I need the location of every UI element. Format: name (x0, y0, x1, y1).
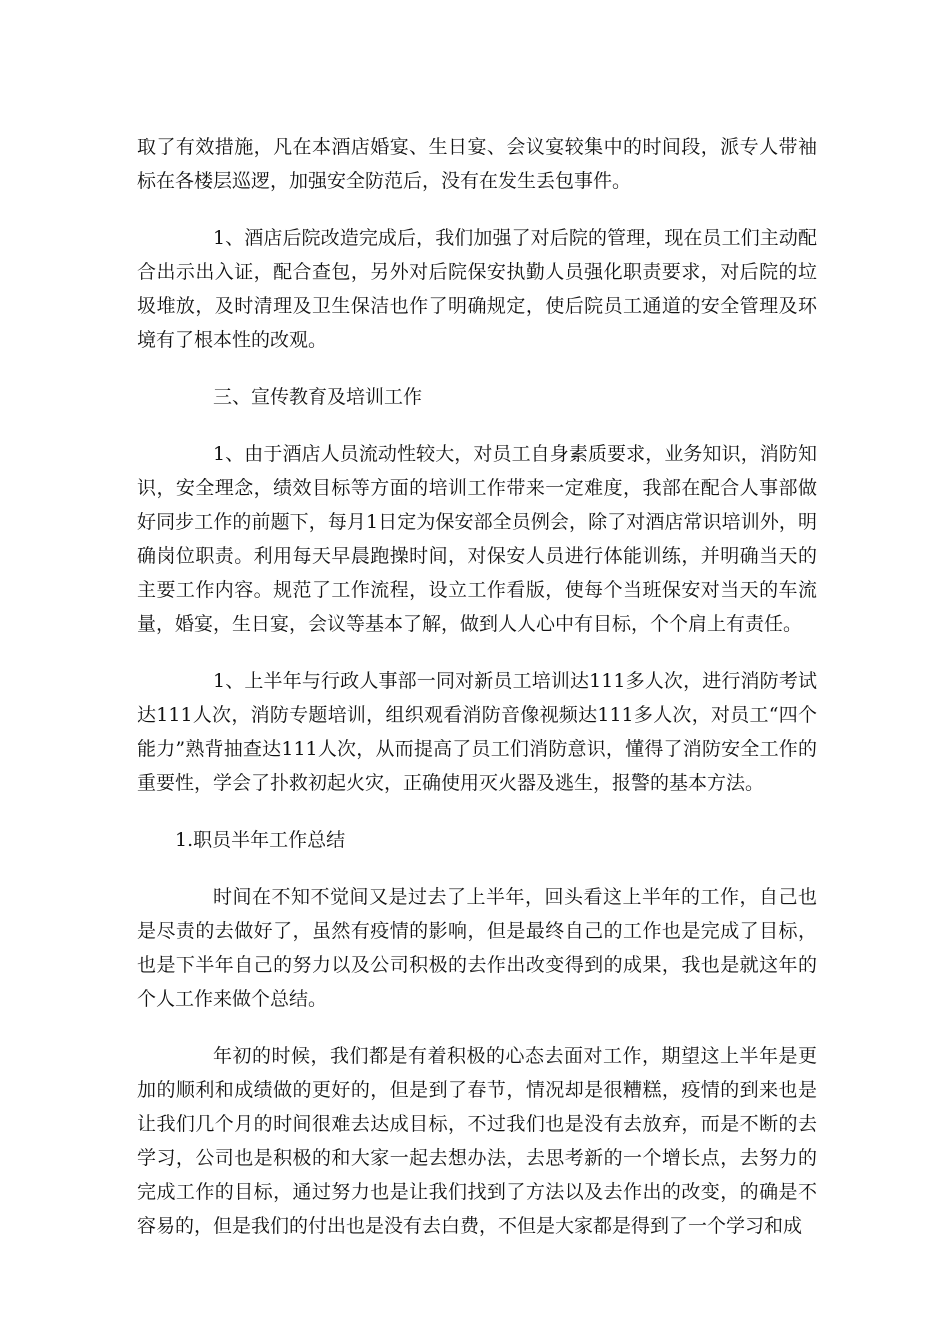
paragraph-continuation: 取了有效措施，凡在本酒店婚宴、生日宴、会议宴较集中的时间段，派专人带袖标在各楼层巡逻，加强安全防范后，没有在发生丢包事件。 (137, 136, 817, 192)
document-body (137, 130, 817, 1266)
section-heading-summary: 1.职员半年工作总结 (175, 829, 346, 851)
section-heading-training: 三、宣传教育及培训工作 (213, 386, 423, 408)
paragraph-year-start: 年初的时候，我们都是有着积极的心态去面对工作，期望这上半年是更加的顺利和成绩做的更好的，但是到了春节，情况却是很糟糕，疫情的到来也是让我们几个月的时间很难去达成目标，不过我们也是没有去放弃，而是不断的去学习，公司也是积极的和大家一起去想办法，去思考新的一个增长点，去努力的完成工作的目标，通过努力也是让我们找到了方法以及去作出的改变，的确是不容易的，但是我们的付出也是没有去白费，不但是大家都是得到了一个学习和成 (137, 1045, 817, 1237)
paragraph-summary-intro: 时间在不知不觉间又是过去了上半年，回头看这上半年的工作，自己也是尽责的去做好了，虽然有疫情的影响，但是最终自己的工作也是完成了目标，也是下半年自己的努力以及公司积极的去作出改变得到的成果，我也是就这年的个人工作来做个总结。 (137, 886, 817, 1010)
paragraph-fire-training: 1、上半年与行政人事部一同对新员工培训达111多人次，进行消防考试达111人次，消防专题培训，组织观看消防音像视频达111多人次，对员工“四个能力”熟背抽查达111人次，从而提高了员工们消防意识，懂得了消防安全工作的重要性，学会了扑救初起火灾，正确使用灭火器及逃生，报警的基本方法。 (137, 670, 817, 794)
paragraph-staff-training: 1、由于酒店人员流动性较大，对员工自身素质要求，业务知识，消防知识，安全理念，绩效目标等方面的培训工作带来一定难度，我部在配合人事部做好同步工作的前题下，每月1日定为保安部全员例会，除了对酒店常识培训外，明确岗位职责。利用每天早晨跑操时间，对保安人员进行体能训练，并明确当天的主要工作内容。规范了工作流程，设立工作看版，使每个当班保安对当天的车流量，婚宴，生日宴，会议等基本了解，做到人人心中有目标，个个肩上有责任。 (137, 443, 817, 635)
paragraph-backyard-management: 1、酒店后院改造完成后，我们加强了对后院的管理，现在员工们主动配合出示出入证，配合查包，另外对后院保安执勤人员强化职责要求，对后院的垃圾堆放，及时清理及卫生保洁也作了明确规定，使后院员工通道的安全管理及环境有了根本性的改观。 (137, 227, 817, 351)
